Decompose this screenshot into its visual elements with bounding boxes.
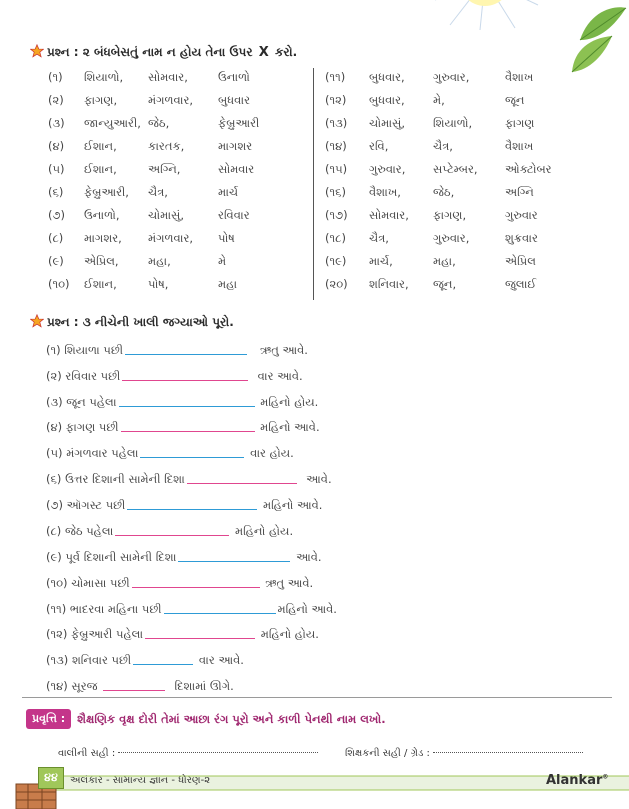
guardian-signature-line[interactable] <box>118 752 318 753</box>
answer-blank[interactable] <box>140 457 244 458</box>
page-number: ૪૪ <box>38 767 64 789</box>
star-icon <box>30 314 44 328</box>
answer-blank[interactable] <box>103 690 165 691</box>
q3-row: (૭) ઑગસ્ટ પછી મહિનો આવે. <box>46 498 323 512</box>
answer-blank[interactable] <box>145 638 255 639</box>
answer-blank[interactable] <box>125 354 247 355</box>
q3-row: (૩) જૂન પહેલા મહિનો હોય. <box>46 395 319 409</box>
activity-box <box>26 708 386 730</box>
q3-row: (૧૨) ફેબ્રુઆરી પહેલા મહિનો હોય. <box>46 627 319 641</box>
answer-blank[interactable] <box>133 664 193 665</box>
q3-row: (૧૪) સૂરજ દિશામાં ઊગે. <box>46 679 234 693</box>
answer-blank[interactable] <box>121 431 255 432</box>
star-icon <box>30 44 44 58</box>
q3-row: (૮) જેઠ પહેલા મહિનો હોય. <box>46 524 294 538</box>
q3-row: (૫) મંગળવાર પહેલા વાર હોય. <box>46 446 294 460</box>
q3-row: (૪) ફાગણ પછી મહિનો આવે. <box>46 420 320 434</box>
answer-blank[interactable] <box>178 561 290 562</box>
answer-blank[interactable] <box>164 613 276 614</box>
q3-row: (૯) પૂર્વ દિશાની સામેની દિશા આવે. <box>46 550 322 564</box>
answer-blank[interactable] <box>119 406 255 407</box>
question-2-title-end: કરો. <box>274 45 298 59</box>
activity-label: પ્રવૃત્તિ : <box>26 709 71 729</box>
teacher-signature: શિક્ષકની સહી / ગ્રેડ : <box>345 748 583 759</box>
q3-row: (૨) રવિવાર પછી વાર આવે. <box>46 369 303 383</box>
q3-row: (૬) ઉત્તર દિશાની સામેની દિશા આવે. <box>46 472 332 486</box>
guardian-signature: વાલીની સહી : <box>58 748 318 759</box>
question-3-title: પ્રશ્ન : ૩ નીચેની ખાલી જગ્યાઓ પૂરો. <box>47 315 234 329</box>
answer-blank[interactable] <box>127 509 257 510</box>
leaves-decoration-icon <box>560 0 629 80</box>
column-divider <box>313 68 314 300</box>
brand-logo: Alankar® <box>546 773 609 788</box>
section-divider <box>22 697 612 698</box>
question-3-heading <box>30 314 234 330</box>
q3-row: (૧) શિયાળા પછી ઋતુ આવે. <box>46 343 308 357</box>
q3-row: (૧૩) શનિવાર પછી વાર આવે. <box>46 653 244 667</box>
answer-blank[interactable] <box>122 380 248 381</box>
answer-blank[interactable] <box>115 535 229 536</box>
sun-decoration-icon <box>430 0 540 30</box>
answer-blank[interactable] <box>132 587 260 588</box>
book-info: અલંકાર - સામાન્ય જ્ઞાન - ધોરણ-૨ <box>70 775 211 786</box>
q3-row: (૧૧) ભાદરવા મહિના પછી મહિનો આવે. <box>46 602 337 616</box>
cross-mark: X <box>258 45 269 60</box>
activity-text: શૈક્ષણિક વૃક્ષ દોરી તેમાં આછા રંગ પૂરો અને કાળી પેનથી નામ લખો. <box>77 711 386 726</box>
teacher-signature-line[interactable] <box>433 752 583 753</box>
answer-blank[interactable] <box>187 483 297 484</box>
question-2-heading <box>30 44 297 60</box>
q3-row: (૧૦) ચોમાસા પછી ઋતુ આવે. <box>46 576 314 590</box>
question-2-title: પ્રશ્ન : ૨ બંધબેસતું નામ ન હોય તેના ઉપર <box>47 45 253 59</box>
